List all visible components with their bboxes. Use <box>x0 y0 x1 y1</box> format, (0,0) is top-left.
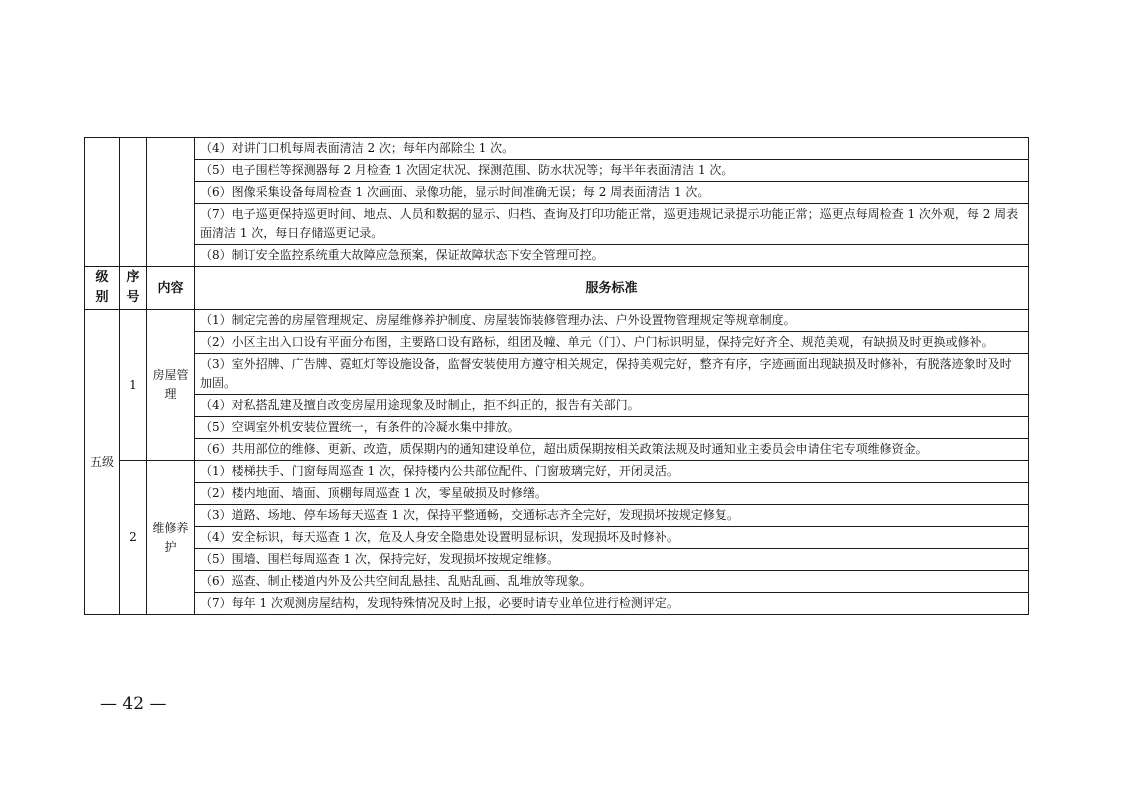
standard-item: （2）楼内地面、墙面、顶棚每周巡查 1 次，零星破损及时修缮。 <box>195 483 1029 505</box>
table-row <box>85 483 1029 505</box>
table-row <box>85 571 1029 593</box>
table-row <box>85 354 1029 395</box>
standard-item: （5）空调室外机安装位置统一，有条件的冷凝水集中排放。 <box>195 417 1029 439</box>
standard-item: （5）围墙、围栏每周巡查 1 次，保持完好，发现损坏按规定维修。 <box>195 549 1029 571</box>
standard-item: （5）电子围栏等探测器每 2 月检查 1 次固定状况、探测范围、防水状况等；每半年表面清洁 1 次。 <box>195 160 1029 182</box>
section-seq: 2 <box>120 461 147 615</box>
table-row <box>85 439 1029 461</box>
standard-item: （8）制订安全监控系统重大故障应急预案，保证故障状态下安全管理可控。 <box>195 245 1029 267</box>
standard-item: （4）对私搭乱建及擅自改变房屋用途现象及时制止，拒不纠正的，报告有关部门。 <box>195 395 1029 417</box>
section-seq: 1 <box>120 310 147 461</box>
standard-item: （4）对讲门口机每周表面清洁 2 次；每年内部除尘 1 次。 <box>195 138 1029 160</box>
header-standard: 服务标准 <box>195 267 1029 310</box>
section-name: 房屋管理 <box>147 310 195 461</box>
table-row <box>85 395 1029 417</box>
table-row <box>85 182 1029 204</box>
blank-content-cell <box>147 138 195 267</box>
standard-item: （3）道路、场地、停车场每天巡查 1 次，保持平整通畅，交通标志齐全完好，发现损坏按规定修复。 <box>195 505 1029 527</box>
standard-item: （4）安全标识，每天巡查 1 次，危及人身安全隐患处设置明显标识，发现损坏及时修补。 <box>195 527 1029 549</box>
table-row <box>85 245 1029 267</box>
table-row <box>85 505 1029 527</box>
header-seq: 序号 <box>120 267 147 310</box>
header-level: 级别 <box>85 267 120 310</box>
standard-item: （6）共用部位的维修、更新、改造，质保期内的通知建设单位，超出质保期按相关政策法规及时通知业主委员会申请住宅专项维修资金。 <box>195 439 1029 461</box>
standard-item: （1）制定完善的房屋管理规定、房屋维修养护制度、房屋装饰装修管理办法、户外设置物管理规定等规章制度。 <box>195 310 1029 332</box>
service-standard-table <box>84 137 1029 615</box>
table-row <box>85 332 1029 354</box>
header-content: 内容 <box>147 267 195 310</box>
standard-item: （2）小区主出入口设有平面分布图，主要路口设有路标，组团及幢、单元（门）、户门标识明显，保持完好齐全、规范美观，有缺损及时更换或修补。 <box>195 332 1029 354</box>
blank-level-cell <box>85 138 120 267</box>
table-row <box>85 417 1029 439</box>
table-row <box>85 138 1029 160</box>
standard-item: （1）楼梯扶手、门窗每周巡查 1 次，保持楼内公共部位配件、门窗玻璃完好，开闭灵活。 <box>195 461 1029 483</box>
table-row <box>85 310 1029 332</box>
table-row <box>85 527 1029 549</box>
standard-item: （6）图像采集设备每周检查 1 次画面、录像功能，显示时间准确无误；每 2 周表面清洁 1 次。 <box>195 182 1029 204</box>
blank-seq-cell <box>120 138 147 267</box>
table-row <box>85 160 1029 182</box>
standard-item: （3）室外招牌、广告牌、霓虹灯等设施设备，监督安装使用方遵守相关规定，保持美观完好，整齐有序，字迹画面出现缺损及时修补，有脱落迹象时及时加固。 <box>195 354 1029 395</box>
standard-item: （7）每年 1 次观测房屋结构，发现特殊情况及时上报，必要时请专业单位进行检测评定。 <box>195 593 1029 615</box>
table-row <box>85 204 1029 245</box>
page-number: — 42 — <box>100 694 167 714</box>
standard-item: （7）电子巡更保持巡更时间、地点、人员和数据的显示、归档、查询及打印功能正常，巡更违规记录提示功能正常；巡更点每周检查 1 次外观，每 2 周表面清洁 1 次，每日存储巡更记录。 <box>195 204 1029 245</box>
section-name: 维修养护 <box>147 461 195 615</box>
table-row <box>85 461 1029 483</box>
table-header-row <box>85 267 1029 310</box>
standard-item: （6）巡查、制止楼道内外及公共空间乱悬挂、乱贴乱画、乱堆放等现象。 <box>195 571 1029 593</box>
table-row <box>85 593 1029 615</box>
level-label: 五级 <box>85 310 120 615</box>
table-row <box>85 549 1029 571</box>
